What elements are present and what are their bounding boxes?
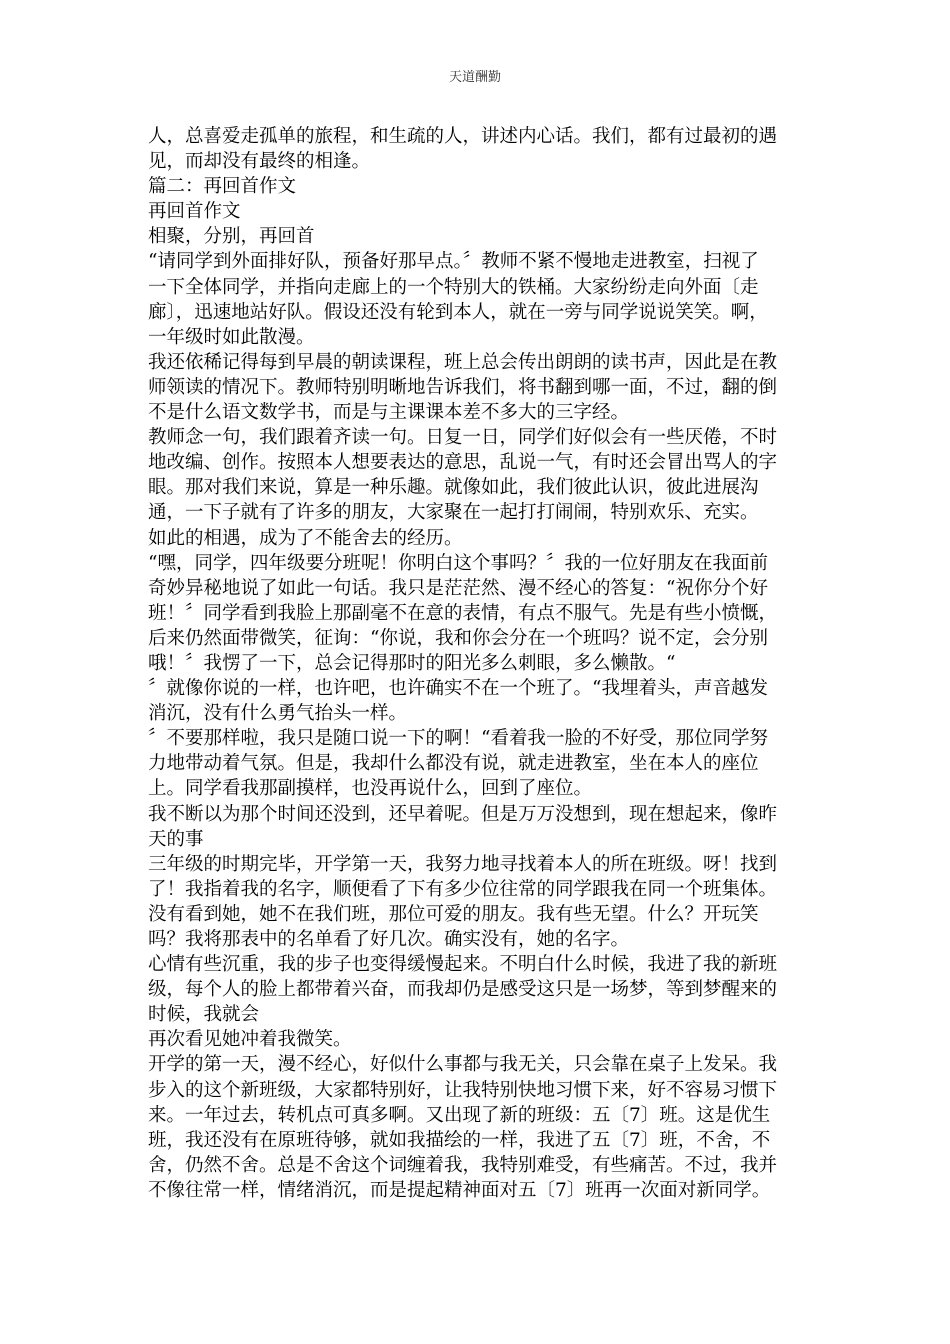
text-line: 眼。那对我们来说，算是一种乐趣。就像如此，我们彼此认识，彼此进展沟	[148, 477, 759, 499]
text-line: 天的事	[148, 828, 204, 850]
text-line: 不像往常一样，情绪消沉，而是提起精神面对五〔7〕班再一次面对新同学。	[148, 1179, 771, 1201]
text-line: 再次看见她冲着我微笑。	[148, 1029, 352, 1051]
page-header: 天道酬勤	[448, 70, 501, 85]
text-line: 开学的第一天，漫不经心，好似什么事都与我无关，只会靠在桌子上发呆。我	[148, 1054, 778, 1076]
text-line: 消沉，没有什么勇气抬头一样。	[148, 703, 408, 725]
text-line: 哦！〞我愣了一下，总会记得那时的阳光多么刺眼，多么懒散。“	[148, 652, 676, 674]
text-line: 如此的相遇，成为了不能舍去的经历。	[148, 527, 463, 549]
text-line: 师领读的情况下。教师特别明晰地告诉我们，将书翻到哪一面，不过，翻的倒	[148, 376, 778, 398]
text-line: 级，每个人的脸上都带着兴奋，而我却仍是感受这只是一场梦，等到梦醒来的	[148, 979, 778, 1001]
text-line: 吗？我将那表中的名单看了好几次。确实没有，她的名字。	[148, 929, 630, 950]
text-line: 舍，仍然不舍。总是不舍这个词缠着我，我特别难受，有些痛苦。不过，我并	[148, 1154, 778, 1176]
text-line: 三年级的时期完毕，开学第一天，我努力地寻找着本人的所在班级。呀！找到	[148, 853, 778, 875]
text-line: 教师念一句，我们跟着齐读一句。日复一日，同学们好似会有一些厌倦，不时	[148, 427, 778, 449]
text-line: 没有看到她，她不在我们班，那位可爱的朋友。我有些无望。什么？开玩笑	[148, 903, 759, 925]
text-line: 班，我还没有在原班待够，就如我描绘的一样，我进了五〔7〕班，不舍，不	[148, 1129, 771, 1151]
text-line: 〞就像你说的一样，也许吧，也许确实不在一个班了。“我埋着头，声音越发	[148, 678, 768, 700]
text-line: 来。一年过去，转机点可真多啊。又出现了新的班级：五〔7〕班。这是优生	[148, 1104, 771, 1126]
text-line: 心情有些沉重，我的步子也变得缓慢起来。不明白什么时候，我进了我的新班	[148, 954, 778, 976]
text-line: 通，一下子就有了许多的朋友，大家聚在一起打打闹闹，特别欢乐、充实。	[148, 502, 759, 524]
text-line: 了！我指着我的名字，顺便看了下有多少位往常的同学跟我在同一个班集体。	[148, 878, 778, 900]
text-line: 见，而却没有最终的相逢。	[148, 151, 371, 173]
text-line: “嘿，同学，四年级要分班呢！你明白这个事吗？〞我的一位好朋友在我面前	[148, 552, 768, 574]
text-line: 后来仍然面带微笑，征询：“你说，我和你会分在一个班吗？说不定，会分别	[148, 627, 768, 649]
text-line: 一年级时如此散漫。	[148, 326, 315, 348]
text-line: 班！〞同学看到我脸上那副毫不在意的表情，有点不服气。先是有些小愤慨，	[148, 602, 778, 624]
text-line: 一下全体同学，并指向走廊上的一个特别大的铁桶。大家纷纷走向外面〔走	[148, 276, 759, 298]
text-line: 奇妙异秘地说了如此一句话。我只是茫茫然、漫不经心的答复：“祝你分个好	[148, 577, 768, 599]
text-line: 步入的这个新班级，大家都特别好，让我特别快地习惯下来，好不容易习惯下	[148, 1079, 778, 1101]
text-line: 不是什么语文数学书，而是与主课课本差不多大的三字经。	[148, 402, 630, 424]
document-body	[148, 124, 808, 1203]
text-line: 我不断以为那个时间还没到，还早着呢。但是万万没想到，现在想起来，像昨	[148, 803, 778, 825]
text-line: 篇二：再回首作文	[148, 176, 297, 198]
text-line: 上。同学看我那副摸样，也没再说什么，回到了座位。	[148, 778, 593, 800]
text-line: 人，总喜爱走孤单的旅程，和生疏的人，讲述内心话。我们，都有过最初的遇	[148, 126, 778, 147]
text-line: 廊〕，迅速地站好队。假设还没有轮到本人，就在一旁与同学说说笑笑。啊，	[148, 301, 768, 323]
text-line: “请同学到外面排好队，预备好那早点。〞教师不紧不慢地走进教室，扫视了	[148, 251, 759, 273]
text-line: 地改编、创作。按照本人想要表达的意思，乱说一气，有时还会冒出骂人的字	[148, 452, 778, 474]
text-line: 我还依稀记得每到早晨的朝读课程，班上总会传出朗朗的读书声，因此是在教	[148, 351, 778, 373]
text-line: 相聚，分别，再回首	[148, 226, 315, 248]
text-line: 时候，我就会	[148, 1004, 260, 1026]
text-line: 〞不要那样啦，我只是随口说一下的啊！“看着我一脸的不好受，那位同学努	[148, 728, 768, 750]
text-line: 力地带动着气氛。但是，我却什么都没有说，就走进教室，坐在本人的座位	[148, 753, 759, 775]
text-line: 再回首作文	[148, 201, 241, 223]
